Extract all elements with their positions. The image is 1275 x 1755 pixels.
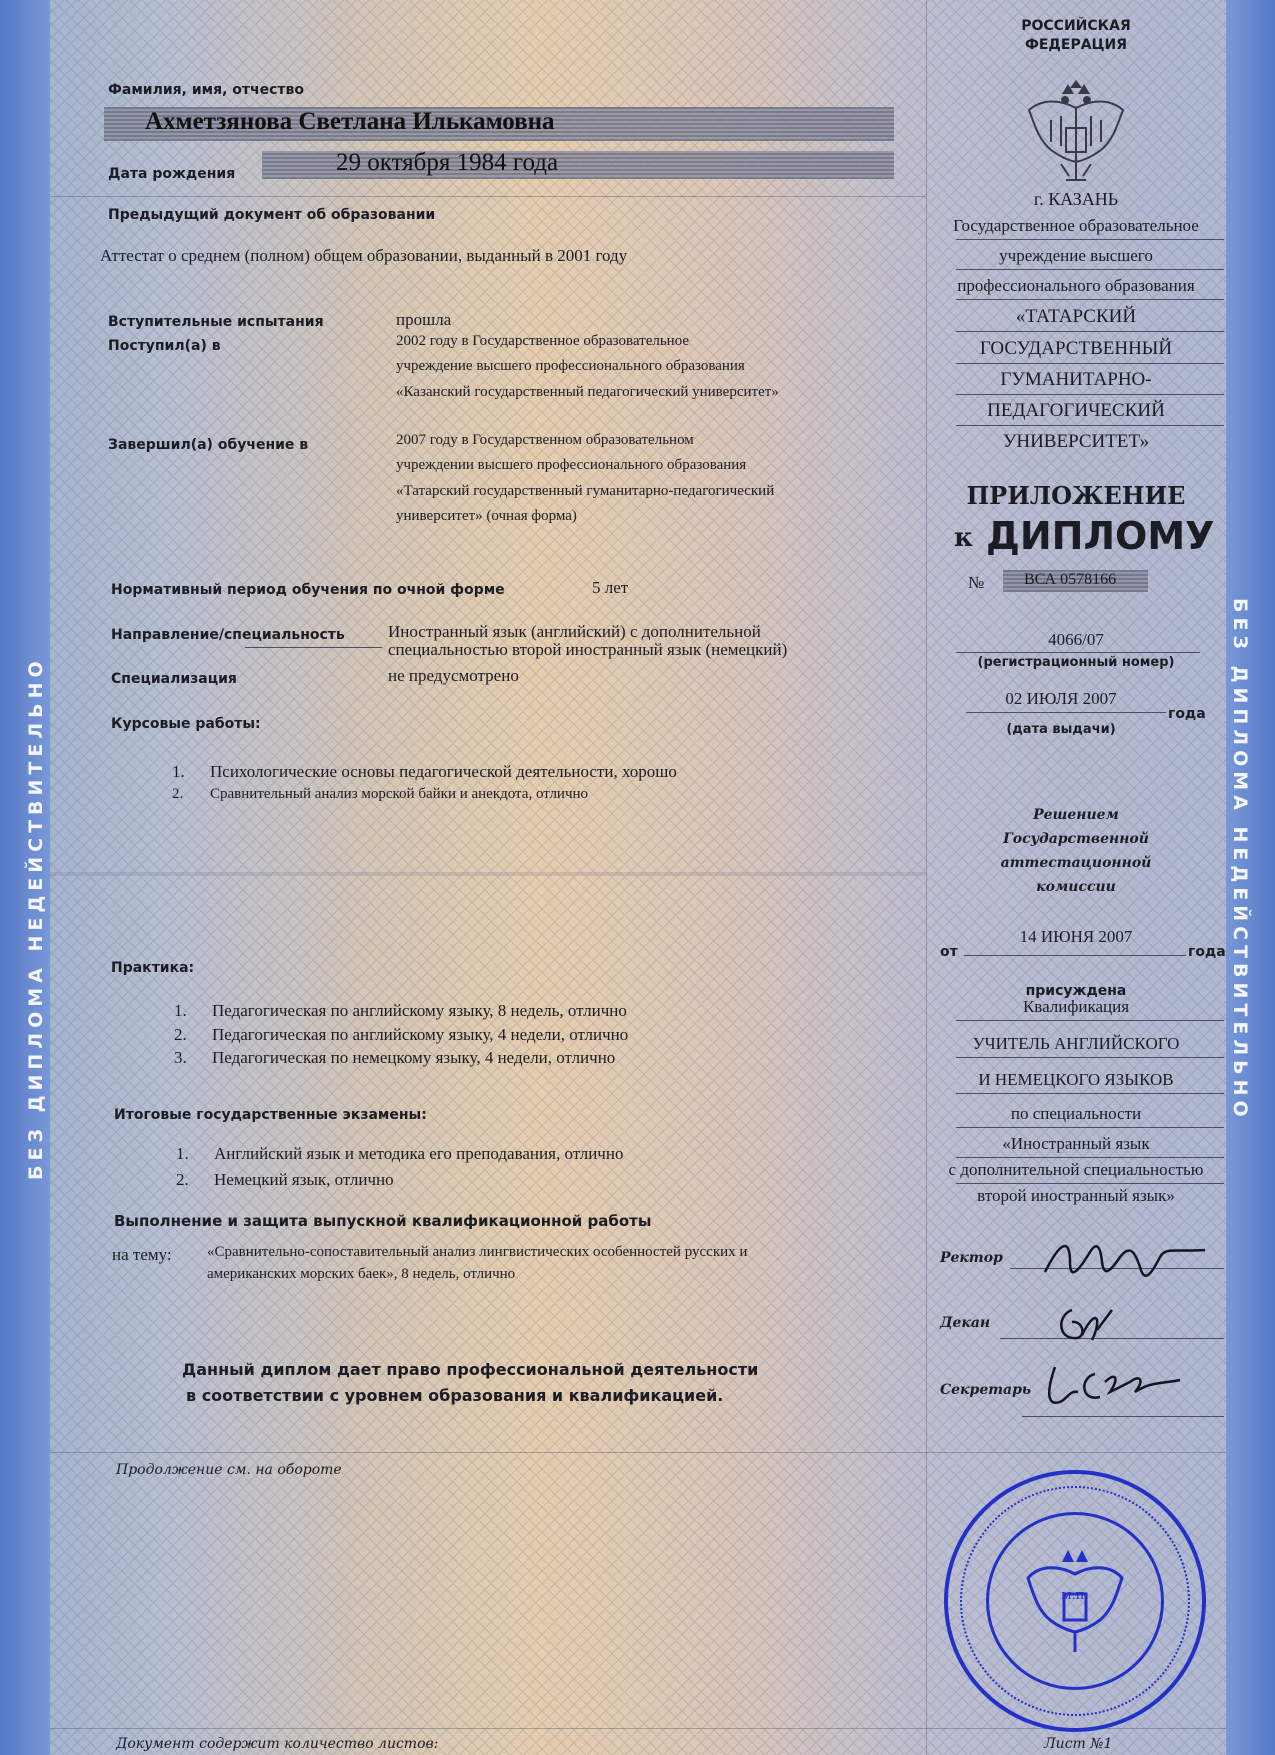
country-line-1: РОССИЙСКАЯ (1021, 18, 1131, 34)
entrance-exams-label: Вступительные испытания (108, 314, 324, 330)
exam-number: 2. (176, 1170, 189, 1189)
coat-of-arms-icon (1021, 80, 1131, 188)
reg-underline (956, 652, 1200, 653)
study-period-label: Нормативный период обучения по очной форме (111, 582, 505, 598)
exam-item: Немецкий язык, отлично (214, 1170, 394, 1189)
entered-line: 2002 году в Государственное образовательное (396, 333, 690, 349)
qualification-underline (956, 1093, 1224, 1094)
specialization-value: не предусмотрено (388, 666, 519, 685)
institution-underline (956, 394, 1224, 395)
exam-item: Английский язык и методика его преподавания, отлично (214, 1144, 624, 1163)
institution-line: УНИВЕРСИТЕТ» (1002, 431, 1150, 452)
finished-line: «Татарский государственный гуманитарно-педагогический (396, 483, 775, 499)
decision-line: Решением (1033, 807, 1119, 823)
number-sign: № (968, 573, 985, 592)
city: г. КАЗАНЬ (1033, 189, 1119, 209)
fold-line (50, 872, 926, 876)
thesis-label: Выполнение и защита выпускной квалификационной работы (114, 1212, 652, 1230)
dean-signature (1052, 1300, 1122, 1350)
rector-label: Ректор (940, 1250, 1003, 1266)
specialty-underline (956, 1157, 1224, 1158)
coursework-number: 2. (172, 786, 184, 802)
sheet-number: Лист №1 (1044, 1736, 1113, 1752)
entrance-exams-value: прошла (396, 310, 452, 329)
dean-label: Декан (940, 1315, 991, 1331)
qualification-line: И НЕМЕЦКОГО ЯЗЫКОВ (978, 1070, 1174, 1089)
institution-line: учреждение высшего (999, 246, 1153, 265)
name-label: Фамилия, имя, отчество (108, 82, 304, 98)
institution-line: «ТАТАРСКИЙ (1015, 306, 1137, 327)
decision-line: Государственной (1003, 831, 1149, 847)
left-border-text: БЕЗ ДИПЛОМА НЕДЕЙСТВИТЕЛЬНО (25, 656, 47, 1180)
specialty-label: по специальности (1010, 1104, 1142, 1123)
specialty-line: второй иностранный язык» (977, 1186, 1175, 1205)
direction-label: Направление/специальность (111, 627, 345, 643)
prev-doc-label: Предыдущий документ об образовании (108, 207, 436, 223)
rights-line-2: в соответствии с уровнем образования и квалификацией. (186, 1386, 724, 1405)
institution-line: Государственное образовательное (953, 216, 1199, 235)
direction-line: специальностью второй иностранный язык (немецкий) (388, 640, 788, 659)
finished-line: университет» (очная форма) (396, 508, 577, 524)
finished-label: Завершил(а) обучение в (108, 437, 309, 453)
institution-underline (956, 331, 1224, 332)
practice-item: Педагогическая по английскому языку, 4 недели, отлично (212, 1025, 629, 1044)
rights-line-1: Данный диплом дает право профессиональной деятельности (182, 1360, 759, 1379)
entered-line: «Казанский государственный педагогический университет» (396, 384, 779, 400)
decision-line: аттестационной (1000, 855, 1152, 871)
finished-line: 2007 году в Государственном образовательном (396, 432, 694, 448)
specialization-label: Специализация (111, 671, 237, 687)
student-name: Ахметзянова Светлана Илькамовна (145, 108, 555, 135)
rector-signature (1040, 1232, 1210, 1292)
qualification-underline (956, 1057, 1224, 1058)
institution-underline (956, 269, 1224, 270)
prev-doc-value: Аттестат о среднем (полном) общем образовании, выданный в 2001 году (100, 246, 628, 265)
secretary-signature-line (1022, 1416, 1224, 1417)
practice-number: 1. (174, 1001, 187, 1020)
registration-number: 4066/07 (1048, 630, 1104, 649)
specialty-underline (956, 1127, 1224, 1128)
institution-line: профессионального образования (957, 276, 1195, 295)
institution-underline (956, 363, 1224, 364)
dob-label: Дата рождения (108, 166, 236, 182)
supplement-title: ПРИЛОЖЕНИЕ (966, 481, 1186, 510)
exam-number: 1. (176, 1144, 189, 1163)
entered-label: Поступил(а) в (108, 338, 221, 354)
country-line-2: ФЕДЕРАЦИЯ (1024, 37, 1128, 53)
decision-line: комиссии (1036, 879, 1116, 895)
secretary-signature (1040, 1362, 1190, 1412)
continued-note: Продолжение см. на обороте (116, 1462, 342, 1478)
specialty-line: с дополнительной специальностью (948, 1160, 1204, 1179)
issue-underline (966, 712, 1166, 713)
thesis-topic-line: американских морских баек», 8 недель, отлично (207, 1266, 516, 1282)
thesis-topic-line: «Сравнительно-сопоставительный анализ лингвистических особенностей русских и (207, 1244, 748, 1260)
study-period-value: 5 лет (592, 578, 629, 597)
section-divider (50, 196, 926, 197)
awarded-label: присуждена (1025, 983, 1127, 999)
institution-line: ПЕДАГОГИЧЕСКИЙ (987, 400, 1165, 421)
official-stamp (944, 1470, 1206, 1732)
practice-number: 3. (174, 1048, 187, 1067)
issue-date-label: (дата выдачи) (1006, 722, 1116, 737)
issue-year-word: года (1168, 706, 1206, 722)
institution-underline (956, 239, 1224, 240)
secretary-label: Секретарь (940, 1382, 1032, 1398)
institution-line: ГУМАНИТАРНО- (1000, 369, 1152, 390)
thesis-topic-label: на тему: (112, 1245, 172, 1264)
specialty-underline (956, 1183, 1224, 1184)
direction-underline (245, 647, 382, 648)
practice-item: Педагогическая по немецкому языку, 4 недели, отлично (212, 1048, 616, 1067)
practice-label: Практика: (111, 960, 195, 976)
institution-underline (956, 425, 1224, 426)
decision-from-word: от (940, 944, 958, 960)
diploma-title: ДИПЛОМУ (986, 514, 1215, 558)
decision-date: 14 ИЮНЯ 2007 (1019, 927, 1133, 946)
specialty-line: «Иностранный язык (1002, 1134, 1150, 1153)
decision-underline (964, 955, 1186, 956)
stamp-mp: м.п. (1061, 1588, 1089, 1603)
institution-line: ГОСУДАРСТВЕННЫЙ (979, 338, 1173, 359)
direction-line: Иностранный язык (английский) с дополнительной (388, 622, 761, 641)
sheets-count-label: Документ содержит количество листов: (116, 1736, 439, 1752)
issue-date: 02 ИЮЛЯ 2007 (1005, 689, 1117, 708)
final-exams-label: Итоговые государственные экзамены: (114, 1107, 427, 1123)
registration-label: (регистрационный номер) (977, 655, 1175, 670)
qualification-label: Квалификация (1022, 997, 1130, 1016)
coursework-item: Психологические основы педагогической деятельности, хорошо (210, 762, 677, 781)
qualification-underline (956, 1020, 1224, 1021)
diploma-title-prefix: к (954, 523, 973, 553)
entered-line: учреждение высшего профессионального образования (396, 358, 745, 374)
coursework-item: Сравнительный анализ морской байки и анекдота, отлично (210, 786, 589, 802)
section-divider-bottom (50, 1452, 1226, 1453)
finished-line: учреждении высшего профессионального образования (396, 457, 747, 473)
coursework-number: 1. (172, 762, 185, 781)
practice-number: 2. (174, 1025, 187, 1044)
diploma-number: ВСА 0578166 (1024, 571, 1117, 588)
institution-underline (956, 299, 1224, 300)
qualification-line: УЧИТЕЛЬ АНГЛИЙСКОГО (972, 1034, 1180, 1053)
student-dob: 29 октября 1984 года (336, 149, 559, 176)
decision-year-word: года (1188, 944, 1226, 960)
coursework-label: Курсовые работы: (111, 716, 261, 732)
right-border-text: БЕЗ ДИПЛОМА НЕДЕЙСТВИТЕЛЬНО (1229, 598, 1251, 1122)
practice-item: Педагогическая по английскому языку, 8 недель, отлично (212, 1001, 627, 1020)
